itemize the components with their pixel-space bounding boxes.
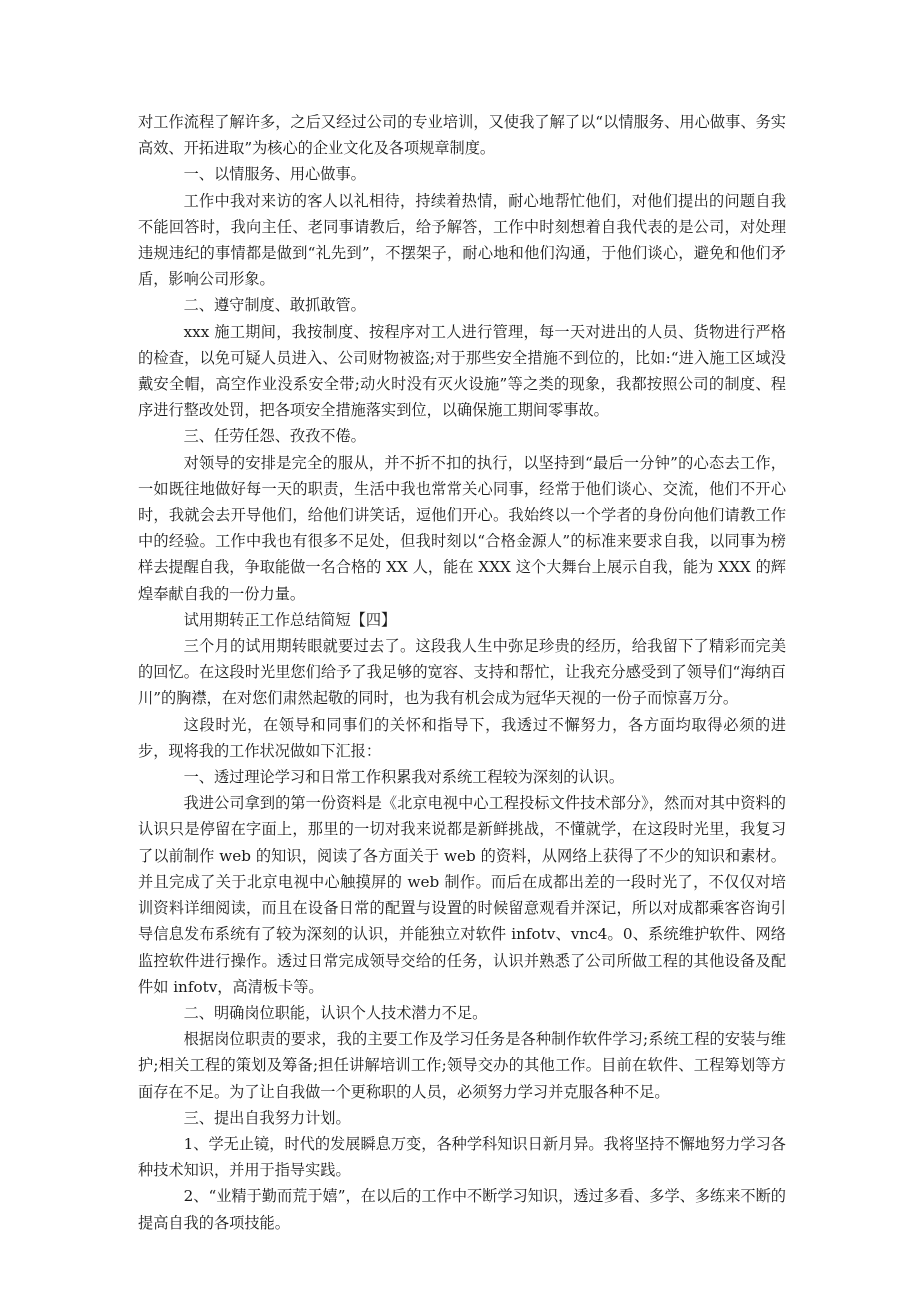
paragraph-16: 2、“业精于勤而荒于嬉”，在以后的工作中不断学习知识，透过多看、多学、多练来不断的提高自我的各项技能。 bbox=[138, 1187, 786, 1232]
paragraph-6: 对领导的安排是完全的服从，并不折不扣的执行，以坚持到“最后一分钟”的心态去工作，一如既往地做好每一天的职责，生活中我也常常关心同事，经常于他们谈心、交流，他们不开心时，我就会去开导他们，给他们讲笑话，逗他们开心。我始终以一个学者的身份向他们请教工作中的经验。工作中我也有很多不足处，但我时刻以“合格金源人”的标准来要求自我，以同事为榜样去提醒自我，争取能做一名合格的 XX 人，能在 XXX 这个大舞台上展示自我，能为 XXX 的辉煌奉献自我的一份力量。 bbox=[138, 453, 786, 603]
paragraph-2: 工作中我对来访的客人以礼相待，持续着热情，耐心地帮忙他们，对他们提出的问题自我不能回答时，我向主任、老同事请教后，给予解答，工作中时刻想着自我代表的是公司，对处理违规违纪的事情都是做到“礼先到”，不摆架子，耐心地和他们沟通，于他们谈心，避免和他们矛盾，影响公司形象。 bbox=[138, 191, 786, 289]
section-heading-7: 三、提出自我努力计划。 bbox=[183, 1108, 351, 1127]
document-body bbox=[138, 109, 786, 1236]
section-heading-5: 一、透过理论学习和日常工作积累我对系统工程较为深刻的认识。 bbox=[183, 768, 625, 787]
section-heading-3: 三、任劳任怨、孜孜不倦。 bbox=[183, 427, 366, 446]
section-heading-2: 二、遵守制度、敢抓敢管。 bbox=[183, 296, 366, 315]
paragraph-4: xxx 施工期间，我按制度、按程序对工人进行管理，每一天对进出的人员、货物进行严格的检查，以免可疑人员进入、公司财物被盗;对于那些安全措施不到位的，比如:“进入施工区域没戴安全帽，高空作业没系安全带;动火时没有灭火设施”等之类的现象，我都按照公司的制度、程序进行整改处罚，把各项安全措施落实到位，以确保施工期间零事故。 bbox=[138, 322, 786, 420]
section-heading-1: 一、以情服务、用心做事。 bbox=[183, 165, 366, 184]
paragraph-9: 这段时光，在领导和同事们的关怀和指导下，我透过不懈努力，各方面均取得必须的进步，现将我的工作状况做如下汇报： bbox=[138, 715, 786, 760]
paragraph-11: 我进公司拿到的第一份资料是《北京电视中心工程投标文件技术部分》，然而对其中资料的认识只是停留在字面上，那里的一切对我来说都是新鲜挑战，不懂就学，在这段时光里，我复习了以前制作 web 的知识，阅读了各方面关于 web 的资料，从网络上获得了不少的知识和素材。并且完成了关于北京电视中心触摸屏的 web 制作。而后在成都出差的一段时光了，不仅仅对培训资料详细阅读，而且在设备日常的配置与设置的时候留意观看并深记，所以对成都乘客咨询引导信息发布系统有了较为深刻的认识，并能独立对软件 infotv、vnc4。0、系统维护软件、网络监控软件进行操作。透过日常完成领导交给的任务，认识并熟悉了公司所做工程的其他设备及配件如 infotv，高清板卡等。 bbox=[138, 794, 786, 996]
paragraph-15: 1、学无止镜，时代的发展瞬息万变，各种学科知识日新月异。我将坚持不懈地努力学习各种技术知识，并用于指导实践。 bbox=[138, 1134, 786, 1180]
section-heading-6: 二、明确岗位职能，认识个人技术潜力不足。 bbox=[183, 1003, 488, 1022]
paragraph-8: 三个月的试用期转眼就要过去了。这段我人生中弥足珍贵的经历，给我留下了精彩而完美的回忆。在这段时光里您们给予了我足够的宽容、支持和帮忙，让我充分感受到了领导们“海纳百川”的胸襟，在对您们肃然起敬的同时，也为我有机会成为冠华天视的一份子而惊喜万分。 bbox=[138, 637, 786, 708]
article-title-4: 试用期转正工作总结简短【四】 bbox=[183, 610, 397, 629]
paragraph-13: 根据岗位职责的要求，我的主要工作及学习任务是各种制作软件学习;系统工程的安装与维护;相关工程的策划及筹备;担任讲解培训工作;领导交办的其他工作。目前在软件、工程筹划等方面存在不足。为了让自我做一个更称职的人员，必须努力学习并克服各种不足。 bbox=[138, 1030, 786, 1101]
paragraph-0: 对工作流程了解许多，之后又经过公司的专业培训，又使我了解了以“以情服务、用心做事、务实高效、开拓进取”为核心的企业文化及各项规章制度。 bbox=[138, 113, 786, 158]
